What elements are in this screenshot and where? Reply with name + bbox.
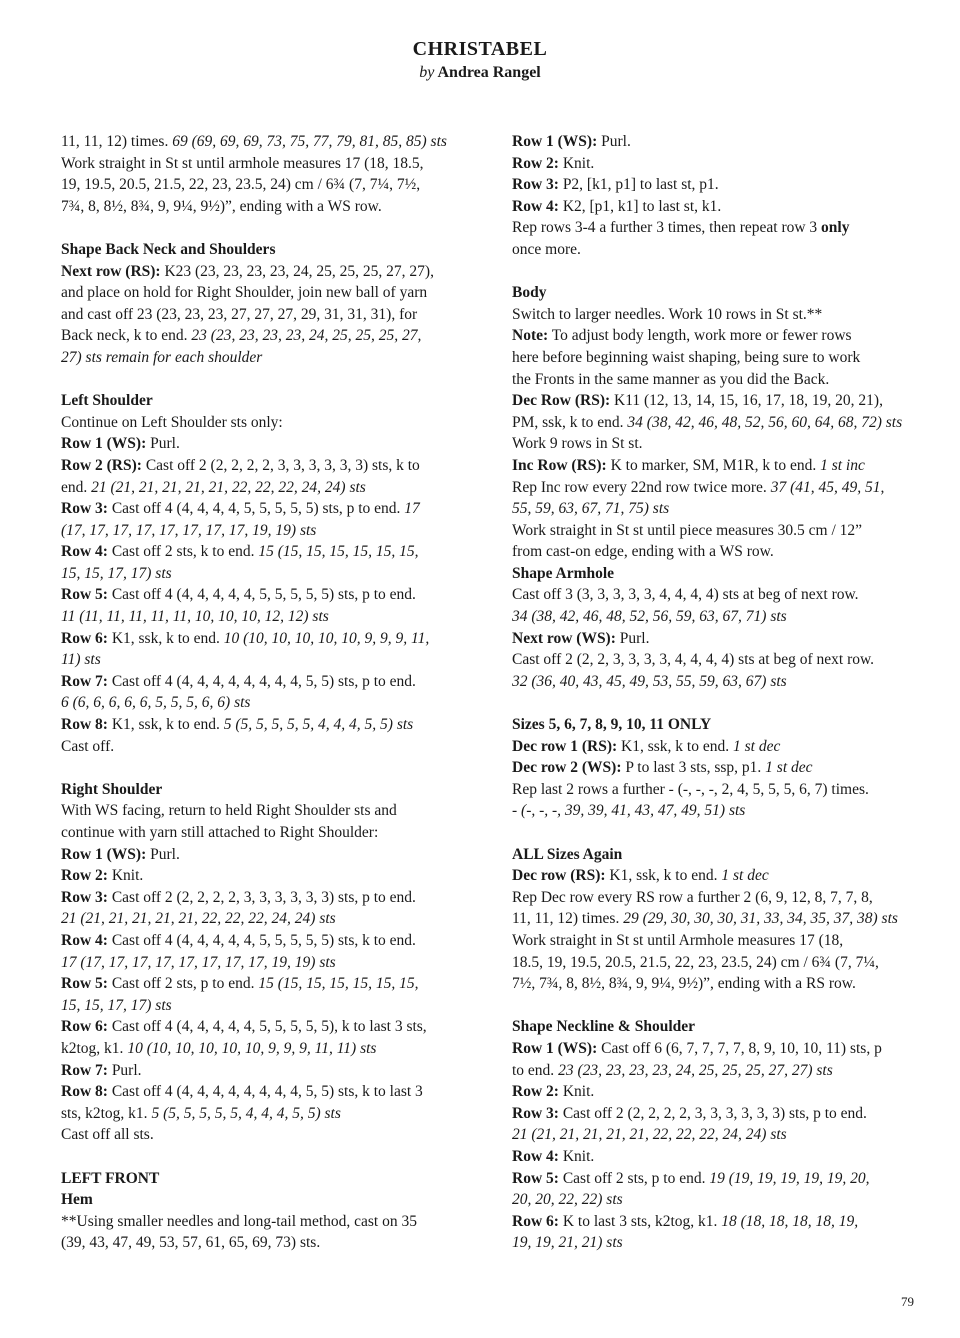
row-label: Row 4:: [61, 931, 108, 949]
blank-line: [512, 822, 922, 844]
text-line: [512, 930, 922, 952]
text-line: [61, 520, 461, 542]
text-segment: end.: [61, 478, 92, 496]
blank-line: [61, 369, 461, 391]
stitch-count: 19 (19, 19, 19, 19, 19, 20,: [709, 1169, 870, 1187]
row-label: only: [821, 219, 850, 237]
text-line: [61, 800, 461, 822]
text-segment: continue with yarn still attached to Right Shoulder:: [61, 824, 379, 841]
stitch-count: 23 (23, 23, 23, 23, 24, 25, 25, 25, 27, 27) sts: [558, 1061, 833, 1079]
text-segment: K to marker, SM, M1R, k to end.: [606, 456, 821, 474]
row-label: Dec Row (RS):: [512, 392, 611, 410]
text-line: [512, 606, 922, 628]
text-segment: Continue on Left Shoulder sts only:: [61, 413, 283, 431]
text-segment: 18.5, 19, 19.5, 20.5, 21.5, 22, 23, 23.5, 24) cm / 6¾ (7, 7¼,: [512, 953, 879, 971]
stitch-count: 20, 20, 22, 22) sts: [512, 1191, 623, 1209]
row-label: Row 6:: [512, 1212, 559, 1230]
text-line: [512, 390, 922, 412]
text-line: [512, 541, 922, 563]
stitch-count: 19, 19, 21, 21) sts: [512, 1234, 623, 1252]
section-heading: ALL Sizes Again: [512, 845, 623, 863]
stitch-count: 10 (10, 10, 10, 10, 10, 9, 9, 9, 11,: [223, 629, 430, 647]
row-label: Row 5:: [61, 586, 108, 604]
row-label: Row 1 (WS):: [512, 1039, 598, 1057]
text-line: [512, 498, 922, 520]
text-segment: Cast off 2 sts, k to end.: [107, 543, 259, 561]
blank-line: [61, 757, 461, 779]
text-segment: from cast-on edge, ending with a WS row.: [512, 543, 774, 561]
text-segment: Cast off 2 sts, p to end.: [107, 975, 259, 993]
text-line: [512, 131, 922, 153]
text-line: [61, 952, 461, 974]
row-label: Row 3:: [61, 888, 108, 906]
row-label: Dec row 2 (WS):: [512, 759, 622, 777]
text-segment: Cast off 2 (2, 2, 2, 2, 3, 3, 3, 3, 3, 3) sts, p to end.: [558, 1104, 867, 1122]
text-segment: 19, 19.5, 20.5, 21.5, 22, 23, 23.5, 24) cm / 6¾ (7, 7¼, 7½,: [61, 176, 421, 194]
text-line: [512, 973, 922, 995]
stitch-count: 55, 59, 63, 67, 71, 75) sts: [512, 500, 670, 518]
text-segment: Rep Inc row every 22nd row twice more.: [512, 478, 771, 496]
stitch-count: 27) sts remain for each shoulder: [61, 348, 263, 366]
text-line: [512, 1232, 922, 1254]
row-label: Inc Row (RS):: [512, 456, 607, 474]
text-segment: Cast off 4 (4, 4, 4, 4, 4, 4, 4, 4, 5, 5) sts, p to end.: [107, 672, 416, 690]
text-line: [61, 865, 461, 887]
text-segment: Cast off 4 (4, 4, 4, 4, 5, 5, 5, 5, 5) sts, p to end.: [107, 500, 405, 518]
text-line: [61, 628, 461, 650]
byline: [0, 62, 960, 84]
stitch-count: 1 st dec: [721, 867, 769, 885]
text-line: [61, 541, 461, 563]
text-line: [512, 477, 922, 499]
text-segment: Cast off 2 (2, 2, 2, 2, 3, 3, 3, 3, 3, 3) sts, p to end.: [107, 888, 416, 906]
text-segment: Cast off all sts.: [61, 1126, 154, 1144]
text-line: [512, 1211, 922, 1233]
text-line: [61, 736, 461, 758]
text-line: [61, 844, 461, 866]
text-line: [61, 304, 461, 326]
row-label: Row 7:: [61, 672, 108, 690]
text-line: [61, 649, 461, 671]
row-label: Row 1 (WS):: [512, 133, 598, 150]
text-line: [61, 477, 461, 499]
left-column: [61, 131, 461, 1254]
text-line: [512, 1124, 922, 1146]
text-line: [512, 584, 922, 606]
text-segment: k2tog, k1.: [61, 1039, 128, 1057]
stitch-count: 10 (10, 10, 10, 10, 10, 9, 9, 9, 11, 11) sts: [127, 1039, 377, 1057]
section-heading: Right Shoulder: [61, 780, 163, 798]
text-line: [512, 757, 922, 779]
text-segment: Cast off 4 (4, 4, 4, 4, 4, 5, 5, 5, 5, 5) sts, k to end.: [107, 931, 416, 949]
text-line: [61, 822, 461, 844]
text-line: [512, 304, 922, 326]
text-segment: Cast off 6 (6, 7, 7, 7, 7, 8, 9, 10, 10, 11) sts, p: [597, 1039, 882, 1057]
blank-line: [512, 261, 922, 283]
text-line: [61, 196, 461, 218]
text-segment: Knit.: [558, 1083, 595, 1101]
text-line: [512, 174, 922, 196]
text-line: [61, 347, 461, 369]
row-label: Next row (RS):: [61, 262, 161, 280]
stitch-count: 21 (21, 21, 21, 21, 21, 22, 22, 22, 24, 24) sts: [61, 910, 336, 928]
text-segment: Cast off.: [61, 737, 115, 755]
text-segment: Work straight in St st until piece measures 30.5 cm / 12”: [512, 521, 863, 539]
text-line: [61, 1060, 461, 1082]
stitch-count: 11 (11, 11, 11, 11, 11, 10, 10, 10, 12, 12) sts: [61, 608, 329, 626]
text-line: [512, 952, 922, 974]
page-header: [0, 38, 960, 84]
text-segment: K1, ssk, k to end.: [605, 867, 722, 885]
text-line: [61, 261, 461, 283]
text-segment: K to last 3 sts, k2tog, k1.: [558, 1212, 722, 1230]
text-line: [61, 433, 461, 455]
author-name: Andrea Rangel: [437, 64, 541, 81]
text-line: [61, 1016, 461, 1038]
text-line: [61, 908, 461, 930]
text-line: [512, 369, 922, 391]
text-segment: Cast off 4 (4, 4, 4, 4, 4, 4, 4, 4, 5, 5) sts, k to last 3: [107, 1083, 423, 1101]
text-line: [512, 239, 922, 261]
section-heading: Shape Neckline & Shoulder: [512, 1018, 696, 1036]
text-segment: K2, [p1, k1] to last st, k1.: [558, 197, 722, 215]
text-line: [512, 1168, 922, 1190]
text-line: [512, 325, 922, 347]
stitch-count: 15, 15, 17, 17) sts: [61, 996, 172, 1014]
stitch-count: (17, 17, 17, 17, 17, 17, 17, 17, 19, 19) sts: [61, 521, 317, 539]
text-segment: With WS facing, return to held Right Shoulder sts and: [61, 802, 397, 820]
text-segment: Knit.: [107, 867, 144, 885]
stitch-count: 21 (21, 21, 21, 21, 21, 22, 22, 22, 24, 24) sts: [91, 478, 366, 496]
text-line: [512, 1103, 922, 1125]
blank-line: [61, 217, 461, 239]
row-label: Row 3:: [512, 1104, 559, 1122]
row-label: Dec row 1 (RS):: [512, 737, 618, 755]
text-line: [61, 1081, 461, 1103]
row-label: Row 4:: [61, 543, 108, 561]
text-segment: Knit.: [558, 1147, 595, 1165]
text-line: [512, 1038, 922, 1060]
row-label: Next row (WS):: [512, 629, 616, 647]
row-label: Row 6:: [61, 1018, 108, 1036]
section-heading: LEFT FRONT: [61, 1169, 160, 1187]
row-label: Row 7:: [61, 1061, 108, 1079]
text-line: [61, 131, 461, 153]
text-line: [61, 282, 461, 304]
stitch-count: 37 (41, 45, 49, 51,: [770, 478, 885, 496]
text-segment: Purl.: [107, 1061, 142, 1079]
text-line: [61, 498, 461, 520]
text-segment: Purl.: [146, 435, 180, 453]
text-line: [512, 649, 922, 671]
text-line: [61, 1211, 461, 1233]
blank-line: [512, 692, 922, 714]
text-line: [512, 153, 922, 175]
blank-line: [512, 995, 922, 1017]
text-line: [512, 196, 922, 218]
text-line: [61, 1038, 461, 1060]
text-segment: Cast off 2 (2, 2, 2, 2, 3, 3, 3, 3, 3, 3) sts, k to: [141, 456, 420, 474]
text-line: [512, 520, 922, 542]
text-segment: the Fronts in the same manner as you did the Back.: [512, 370, 830, 388]
text-line: [61, 606, 461, 628]
stitch-count: 23 (23, 23, 23, 23, 24, 25, 25, 25, 27,: [191, 327, 422, 345]
blank-line: [61, 1146, 461, 1168]
text-line: [512, 1189, 922, 1211]
text-line: [61, 153, 461, 175]
section-heading: Shape Armhole: [512, 564, 615, 582]
text-line: [512, 1060, 922, 1082]
text-line: [512, 865, 922, 887]
text-segment: Work straight in St st until Armhole measures 17 (18,: [512, 931, 844, 949]
text-segment: Cast off 2 sts, p to end.: [558, 1169, 710, 1187]
stitch-count: 34 (38, 42, 46, 48, 52, 56, 59, 63, 67, 71) sts: [512, 608, 787, 626]
text-segment: here before beginning waist shaping, being sure to work: [512, 348, 861, 366]
text-line: [61, 973, 461, 995]
text-line: [61, 995, 461, 1017]
text-segment: Purl.: [615, 629, 650, 647]
text-segment: 11, 11, 12) times.: [512, 910, 624, 928]
text-line: [61, 714, 461, 736]
row-label: Row 2:: [512, 1083, 559, 1101]
row-label: Row 4:: [512, 197, 559, 215]
text-line: [512, 779, 922, 801]
text-segment: once more.: [512, 240, 581, 258]
text-segment: P to last 3 sts, ssp, p1.: [621, 759, 766, 777]
text-segment: Work straight in St st until armhole measures 17 (18, 18.5,: [61, 154, 424, 172]
text-line: [512, 887, 922, 909]
text-segment: Knit.: [558, 154, 595, 172]
text-line: [512, 1146, 922, 1168]
section-heading: Left Shoulder: [61, 392, 153, 410]
stitch-count: 5 (5, 5, 5, 5, 5, 4, 4, 4, 5, 5) sts: [223, 716, 414, 734]
stitch-count: 32 (36, 40, 43, 45, 49, 53, 55, 59, 63, 67) sts: [512, 672, 787, 690]
text-segment: Back neck, k to end.: [61, 327, 192, 345]
text-line: [512, 217, 922, 239]
row-label: Row 1 (WS):: [61, 845, 147, 863]
text-line: [512, 736, 922, 758]
section-heading: Sizes 5, 6, 7, 8, 9, 10, 11 ONLY: [512, 716, 712, 734]
stitch-count: 1 st inc: [820, 456, 865, 474]
text-segment: K23 (23, 23, 23, 23, 24, 25, 25, 25, 27, 27),: [160, 262, 434, 280]
text-segment: Cast off 3 (3, 3, 3, 3, 3, 4, 4, 4, 4) sts at beg of next row.: [512, 586, 859, 604]
text-line: [61, 692, 461, 714]
stitch-count: 1 st dec: [733, 737, 781, 755]
text-segment: Cast off 4 (4, 4, 4, 4, 4, 5, 5, 5, 5, 5), k to last 3 sts,: [107, 1018, 427, 1036]
row-label: Row 6:: [61, 629, 108, 647]
text-line: [512, 433, 922, 455]
text-segment: Cast off 4 (4, 4, 4, 4, 4, 5, 5, 5, 5, 5) sts, p to end.: [107, 586, 416, 604]
byline-prefix: by: [419, 64, 435, 81]
text-line: [61, 1124, 461, 1146]
text-segment: Switch to larger needles. Work 10 rows in St st.**: [512, 305, 823, 323]
text-segment: PM, ssk, k to end.: [512, 413, 628, 431]
text-line: [61, 455, 461, 477]
stitch-count: 5 (5, 5, 5, 5, 5, 4, 4, 4, 5, 5) sts: [151, 1104, 341, 1122]
text-segment: K1, ssk, k to end.: [107, 716, 224, 734]
text-line: [61, 174, 461, 196]
stitch-count: 15 (15, 15, 15, 15, 15, 15,: [258, 543, 419, 561]
stitch-count: 18 (18, 18, 18, 18, 19,: [721, 1212, 859, 1230]
stitch-count: 29 (29, 30, 30, 30, 31, 33, 34, 35, 37, 38) sts: [623, 910, 898, 928]
row-label: Row 3:: [61, 500, 108, 518]
text-segment: K1, ssk, k to end.: [107, 629, 224, 647]
text-segment: Purl.: [146, 845, 180, 863]
text-line: [512, 1081, 922, 1103]
text-line: [61, 1232, 461, 1254]
text-segment: Work 9 rows in St st.: [512, 435, 643, 453]
stitch-count: 34 (38, 42, 46, 48, 52, 56, 60, 64, 68, 72) sts: [627, 413, 903, 431]
section-heading: Shape Back Neck and Shoulders: [61, 240, 276, 258]
text-line: [61, 563, 461, 585]
row-label: Row 8:: [61, 1083, 108, 1101]
text-line: [61, 671, 461, 693]
text-line: [61, 412, 461, 434]
text-segment: 7¾, 8, 8½, 8¾, 9, 9¼, 9½)”, ending with a WS row.: [61, 197, 382, 215]
stitch-count: 69 (69, 69, 69, 73, 75, 77, 79, 81, 85, 85) sts: [172, 133, 447, 150]
text-line: [61, 325, 461, 347]
text-line: [512, 412, 922, 434]
text-segment: and cast off 23 (23, 23, 23, 27, 27, 27, 29, 31, 31, 31), for: [61, 305, 418, 323]
text-line: [512, 628, 922, 650]
text-segment: Rep Dec row every RS row a further 2 (6, 9, 12, 8, 7, 7, 8,: [512, 888, 873, 906]
text-segment: 7½, 7¾, 8, 8½, 8¾, 9, 9¼, 9½)”, ending with a RS row.: [512, 975, 856, 993]
text-line: [512, 908, 922, 930]
text-segment: sts, k2tog, k1.: [61, 1104, 152, 1122]
row-label: Row 1 (WS):: [61, 435, 147, 453]
page-number: 79: [901, 1294, 914, 1309]
section-heading: Body: [512, 284, 547, 302]
stitch-count: 21 (21, 21, 21, 21, 21, 22, 22, 22, 24, 24) sts: [512, 1126, 787, 1144]
stitch-count: - (-, -, -, 39, 39, 41, 43, 47, 49, 51) sts: [512, 802, 746, 820]
text-segment: **Using smaller needles and long-tail method, cast on 35: [61, 1212, 417, 1230]
stitch-count: 11) sts: [61, 651, 101, 669]
text-line: [61, 930, 461, 952]
text-segment: Purl.: [597, 133, 631, 150]
pattern-title: CHRISTABEL: [412, 38, 548, 60]
text-line: [512, 800, 922, 822]
stitch-count: 15 (15, 15, 15, 15, 15, 15,: [258, 975, 419, 993]
text-line: [61, 887, 461, 909]
text-segment: 11, 11, 12) times.: [61, 133, 173, 150]
text-segment: K11 (12, 13, 14, 15, 16, 17, 18, 19, 20, 21),: [610, 392, 883, 410]
text-segment: to end.: [512, 1061, 559, 1079]
stitch-count: 17 (17, 17, 17, 17, 17, 17, 17, 17, 19, 19) sts: [61, 953, 336, 971]
stitch-count: 6 (6, 6, 6, 6, 6, 5, 5, 5, 6, 6) sts: [61, 694, 251, 712]
text-segment: and place on hold for Right Shoulder, join new ball of yarn: [61, 284, 428, 302]
text-segment: Cast off 2 (2, 2, 3, 3, 3, 3, 4, 4, 4, 4) sts at beg of next row.: [512, 651, 875, 669]
stitch-count: 15, 15, 17, 17) sts: [61, 564, 172, 582]
stitch-count: 17: [404, 500, 420, 518]
text-segment: (39, 43, 47, 49, 53, 57, 61, 65, 69, 73) sts.: [61, 1234, 321, 1252]
text-segment: Rep last 2 rows a further - (-, -, -, 2, 4, 5, 5, 5, 6, 7) times.: [512, 780, 869, 798]
stitch-count: 1 st dec: [765, 759, 813, 777]
row-label: Row 5:: [61, 975, 108, 993]
text-line: [512, 347, 922, 369]
right-column: [512, 131, 922, 1254]
text-segment: K1, ssk, k to end.: [617, 737, 733, 755]
row-label: Note:: [512, 327, 549, 345]
text-line: [61, 1103, 461, 1125]
text-segment: P2, [k1, p1] to last st, p1.: [558, 176, 719, 194]
text-line: [61, 584, 461, 606]
row-label: Row 2:: [512, 154, 559, 172]
row-label: Row 8:: [61, 716, 108, 734]
text-segment: Rep rows 3-4 a further 3 times, then repeat row 3: [512, 219, 822, 237]
section-heading: Hem: [61, 1191, 93, 1209]
text-line: [512, 455, 922, 477]
row-label: Row 5:: [512, 1169, 559, 1187]
row-label: Row 3:: [512, 176, 559, 194]
row-label: Row 2:: [61, 867, 108, 885]
row-label: Row 2 (RS):: [61, 456, 142, 474]
row-label: Row 4:: [512, 1147, 559, 1165]
text-line: [512, 671, 922, 693]
row-label: Dec row (RS):: [512, 867, 606, 885]
text-segment: To adjust body length, work more or fewer rows: [548, 327, 852, 345]
